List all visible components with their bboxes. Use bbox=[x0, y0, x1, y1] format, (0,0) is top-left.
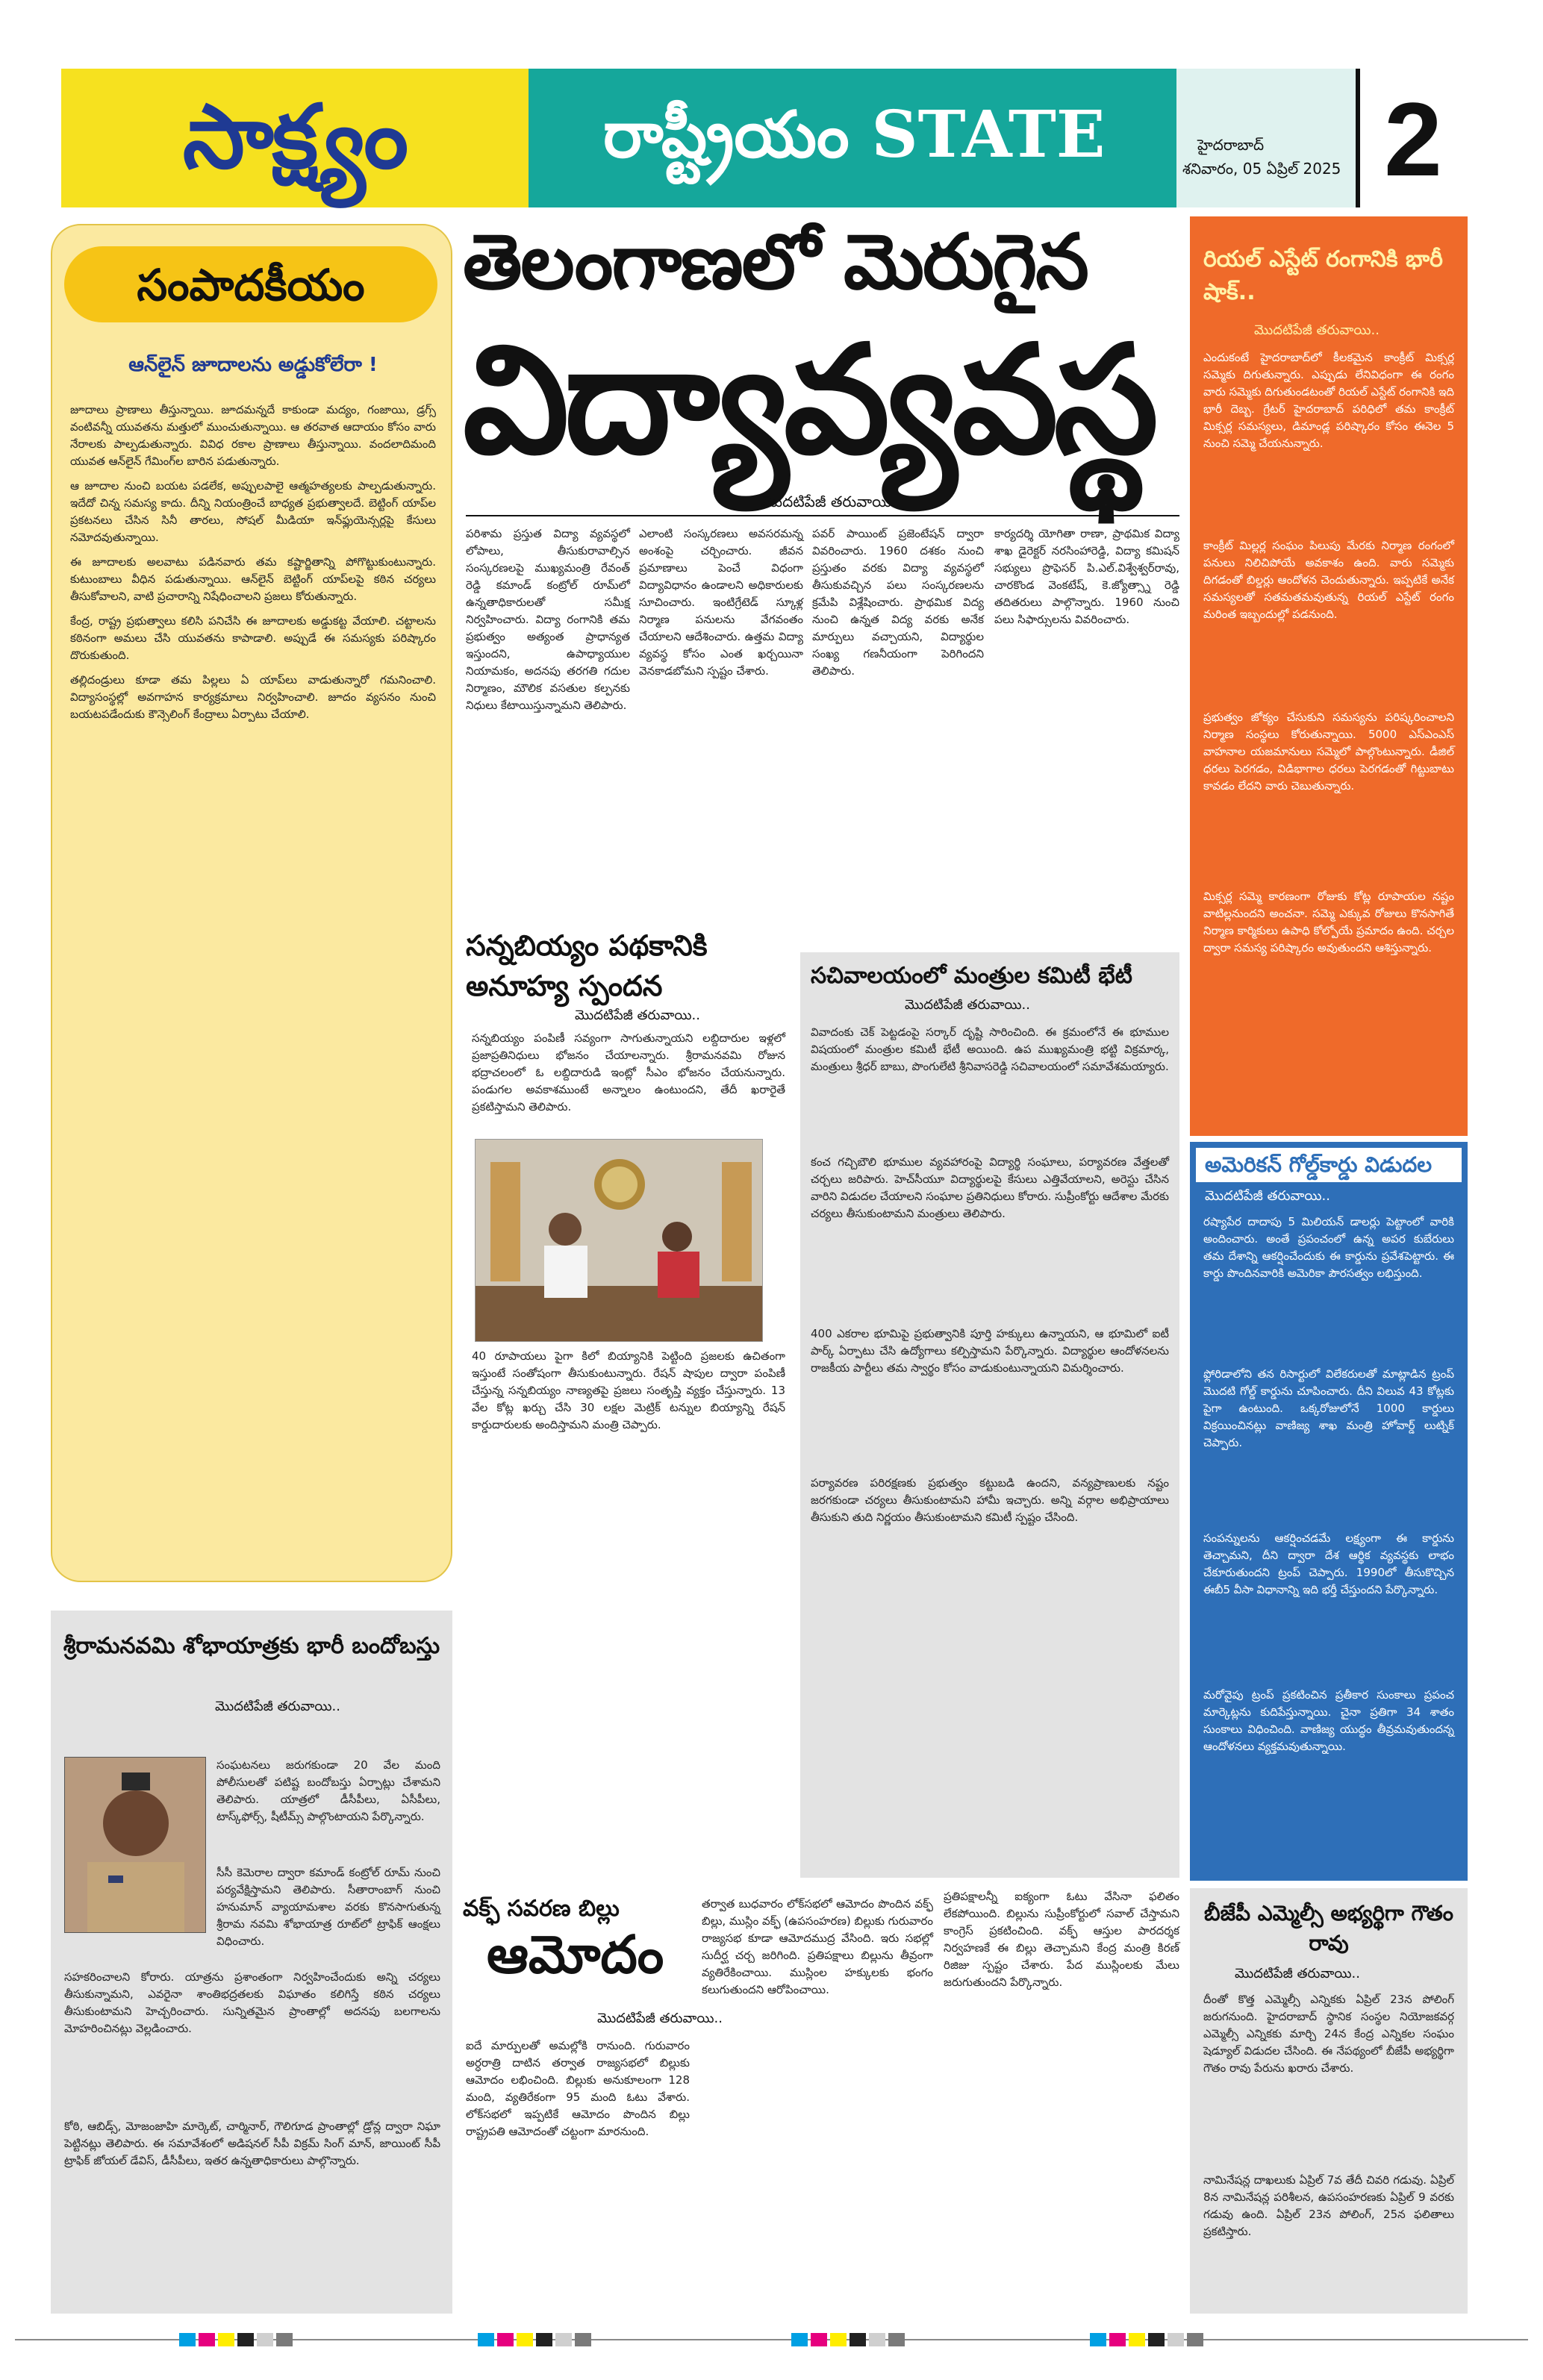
color-swatch bbox=[1187, 2333, 1203, 2346]
bjp-story bbox=[1190, 1888, 1468, 2314]
page-number: 2 bbox=[1384, 81, 1442, 198]
color-swatch bbox=[811, 2333, 827, 2346]
bjp-headline: బీజేపీ ఎమ్మెల్సీ అభ్యర్థిగా గౌతం రావు bbox=[1204, 1901, 1453, 1955]
editorial-title: సంపాదకీయం bbox=[137, 260, 365, 310]
rice-paragraph: 40 రూపాయలు పైగా కిలో బియ్యానికి పెట్టింది ప్రజలకు ఉచితంగా ఇస్తుంటే సంతోషంగా తీసుకుంటున్నారు. రేషన్ షాపుల ద్వారా పంపిణీ చేస్తున్న సన్నబియ్యం నాణ్యతపై ప్రజలు సంతృప్తి వ్యక్తం చేస్తున్నారు. 13 వేల కోట్ల ఖర్చు చేసి 30 లక్షల మెట్రిక్ టన్నుల బియ్యాన్ని రేషన్ కార్డుదారులకు అందిస్తామని మంత్రి చెప్పారు. bbox=[472, 1349, 785, 1431]
secretariat-paragraph: కంచ గచ్చిబౌలి భూముల వ్యవహారంపై విద్యార్థి సంఘాలు, పర్యావరణ వేత్తలతో చర్చలు జరిపారు. హెచ్‌సీయూ విద్యార్థులపై కేసులు ఎత్తివేయాలని, అరెస్టు చేసిన వారిని విడుదల చేయాలని సంఘాల ప్రతినిధులు కోరారు. సుప్రీంకోర్టు ఆదేశాల మేరకు చర్యలు తీసుకుంటామని మంత్రులు తెలిపారు. bbox=[811, 1155, 1169, 1220]
rice-byline: మొదటిపేజీ తరువాయి.. bbox=[575, 1008, 700, 1023]
waqf-byline: మొదటిపేజీ తరువాయి.. bbox=[597, 2011, 723, 2026]
srirama-byline: మొదటిపేజీ తరువాయి.. bbox=[215, 1699, 340, 1714]
realestate-paragraph: ప్రభుత్వం జోక్యం చేసుకుని సమస్యను పరిష్కరించాలని నిర్మాణ సంస్థలు కోరుతున్నాయి. 5000 ఎస్‌ఎంఎస్ వాహనాల యజమానులు సమ్మెలో పాల్గొంటున్నారు. డీజిల్ ధరలు పెరగడం, విడిభాగాల ధరలు పెరగడంతో గిట్టుబాటు కావడం లేదని వారు చెబుతున్నారు. bbox=[1203, 710, 1454, 793]
secretariat-paragraph: 400 ఎకరాల భూమిపై ప్రభుత్వానికి పూర్తి హక్కులు ఉన్నాయని, ఆ భూమిలో ఐటీ పార్క్ ఏర్పాటు చేసి ఉద్యోగాలు కల్పిస్తామని పేర్కొన్నారు. విద్యార్థుల ఆందోళనలను రాజకీయ పార్టీలు తమ స్వార్థం కోసం వాడుకుంటున్నాయని విమర్శించారు. bbox=[811, 1327, 1169, 1375]
waqf-column: ఐదే మార్పులతో అమల్లోకి రానుంది. గురువారం అర్ధరాత్రి దాటిన తర్వాత రాజ్యసభలో బిల్లుకు ఆమోదం లభించింది. బిల్లుకు అనుకూలంగా 128 మంది, వ్యతిరేకంగా 95 మంది ఓటు వేశారు. లోక్‌సభలో ఇప్పటికే ఆమోదం పొందిన బిల్లు రాష్ట్రపతి ఆమోదంతో చట్టంగా మారనుంది. bbox=[466, 2039, 690, 2138]
srirama-headline: శ్రీరామనవమి శోభాయాత్రకు భారీ బందోబస్తు bbox=[63, 1633, 440, 1659]
section-title: రాష్ట్రీయం STATE bbox=[603, 97, 1106, 172]
goldcard-paragraph: రష్యాపేర దాదాపు 5 మిలియన్ డాలర్లు పెట్టాంలో వారికి అందించారు. అంతే ప్రపంచంలో ఉన్న అపర కుబేరులు తమ దేశాన్ని ఆకర్షించేందుకు ఈ కార్డును ప్రవేశపెట్టారు. ఈ కార్డు పొందినవారికి అమెరికా పౌరసత్వం లభిస్తుంది. bbox=[1203, 1215, 1454, 1280]
rice-headline: సన్నబియ్యం పథకానికి అనూహ్య స్పందన bbox=[466, 929, 708, 1002]
editorial-column bbox=[51, 224, 452, 1582]
secretariat-paragraph: పర్యావరణ పరిరక్షణకు ప్రభుత్వం కట్టుబడి ఉందని, వన్యప్రాణులకు నష్టం జరగకుండా చర్యలు తీసుకుంటామని హామీ ఇచ్చారు. అన్ని వర్గాల అభిప్రాయాలు తీసుకుని తుది నిర్ణయం తీసుకుంటామని కమిటీ స్పష్టం చేసింది. bbox=[811, 1476, 1169, 1524]
officer-portrait-illustration bbox=[65, 1758, 206, 1933]
srirama-paragraph: సహకరించాలని కోరారు. యాత్రను ప్రశాంతంగా నిర్వహించేందుకు అన్ని చర్యలు తీసుకున్నామని, ఎవరైనా శాంతిభద్రతలకు విఘాతం కలిగిస్తే కఠిన చర్యలు తీసుకుంటామని హెచ్చరించారు. సున్నితమైన ప్రాంతాల్లో అదనపు బలగాలను మోహరించినట్లు వెల్లడించారు. bbox=[64, 1970, 440, 2035]
lead-headline-line1: తెలంగాణలో మెరుగైన bbox=[463, 218, 1088, 307]
editorial-headline: ఆన్‌లైన్ జూదాలను అడ్డుకోలేరా ! bbox=[128, 354, 378, 376]
color-swatch bbox=[257, 2333, 273, 2346]
print-color-bar bbox=[15, 2329, 1528, 2351]
realestate-story bbox=[1190, 216, 1468, 1136]
divider bbox=[466, 515, 1179, 516]
color-swatch bbox=[276, 2333, 293, 2346]
bjp-paragraph: దీంతో కొత్త ఎమ్మెల్సీ ఎన్నికకు ఏప్రిల్ 23న పోలింగ్ జరుగనుంది. హైదరాబాద్ స్థానిక సంస్థల నియోజకవర్గ ఎమ్మెల్సీ ఎన్నికకు మార్చి 24న కేంద్ర ఎన్నికల సంఘం షెడ్యూల్ విడుదల చేసింది. ఈ నేపథ్యంలో బీజేపీ అభ్యర్థిగా గౌతం రావు పేరును ఖరారు చేశారు. bbox=[1203, 1993, 1454, 2075]
page-number-box bbox=[1356, 69, 1466, 207]
masthead bbox=[61, 69, 1466, 207]
editorial-body bbox=[70, 402, 436, 723]
goldcard-paragraph: మరోవైపు ట్రంప్ ప్రకటించిన ప్రతీకార సుంకాలు ప్రపంచ మార్కెట్లను కుదిపేస్తున్నాయి. చైనా ప్రతిగా 34 శాతం సుంకాలు విధించింది. వాణిజ్య యుద్ధం తీవ్రమవుతుందన్న ఆందోళనలు వ్యక్తమవుతున్నాయి. bbox=[1203, 1688, 1454, 1753]
brand-logo: సాక్ష్యం bbox=[182, 85, 408, 188]
meeting-photo bbox=[475, 1139, 763, 1342]
realestate-byline: మొదటిపేజీ తరువాయి.. bbox=[1254, 322, 1380, 338]
dateline-city: హైదరాబాద్ bbox=[1197, 136, 1265, 154]
goldcard-headline-box bbox=[1196, 1148, 1462, 1182]
brand-block bbox=[61, 69, 529, 207]
realestate-paragraph: మిక్సర్ల సమ్మె కారణంగా రోజుకు కోట్ల రూపాయల నష్టం వాటిల్లనుందని అంచనా. సమ్మె ఎక్కువ రోజులు కొనసాగితే నిర్మాణ కార్మికులు ఉపాధి కోల్పోయే ప్రమాదం ఉంది. చర్చల ద్వారా సమస్య పరిష్కారం అవుతుందని ఆశిస్తున్నారు. bbox=[1203, 890, 1454, 955]
waqf-column: తర్వాత బుధవారం లోక్‌సభలో ఆమోదం పొందిన వక్ఫ్ బిల్లు, ముస్లిం వక్ఫ్ (ఉపసంహరణ) బిల్లుకు గురువారం రాజ్యసభ కూడా ఆమోదముద్ర వేసింది. ఇరు సభల్లో సుదీర్ఘ చర్చ జరిగింది. ప్రతిపక్షాలు బిల్లును తీవ్రంగా వ్యతిరేకించాయి. ముస్లింల హక్కులకు భంగం కలుగుతుందని ఆరోపించాయి. bbox=[702, 1897, 933, 1996]
waqf-column: ప్రతిపక్షాలన్నీ ఐక్యంగా ఓటు వేసినా ఫలితం లేకపోయింది. బిల్లును సుప్రీంకోర్టులో సవాల్ చేస్తామని కాంగ్రెస్ ప్రకటించింది. వక్ఫ్ ఆస్తుల పారదర్శక నిర్వహణకే ఈ బిల్లు తెచ్చామని కేంద్ర మంత్రి కిరణ్ రిజిజు స్పష్టం చేశారు. పేద ముస్లింలకు మేలు జరుగుతుందని పేర్కొన్నారు. bbox=[944, 1890, 1179, 1989]
lead-column: ఎలాంటి సంస్కరణలు అవసరమన్న అంశంపై చర్చించారు. జీవన ప్రమాణాలు పెంచే విధంగా విద్యావిధానం ఉండాలని అధికారులకు సూచించారు. ఇంటిగ్రేటెడ్ స్కూళ్ల నిర్మాణ పనులను వేగవంతం చేయాలని ఆదేశించారు. ఉత్తమ విద్యా వ్యవస్థ కోసం ఎంత ఖర్చయినా వెనకాడబోమని స్పష్టం చేశారు. bbox=[639, 527, 803, 678]
color-swatch bbox=[575, 2333, 591, 2346]
color-swatch bbox=[1090, 2333, 1106, 2346]
meeting-photo-illustration bbox=[476, 1140, 763, 1342]
editorial-paragraph: జూదాలు ప్రాణాలు తీస్తున్నాయి. జూదమన్నదే కాకుండా మద్యం, గంజాయి, డ్రగ్స్ వంటివన్నీ యువతను మత్తులో ముంచుతున్నాయి. ఆ తరవాత ఆదాయం కోసం వారు నేరాలకు పాల్పడుతున్నారు. వివిధ రకాల ప్రాణాలు తీస్తున్నాయి. వందలాదిమంది యువత ఆన్‌లైన్ గేమింగ్‌ల బారిన పడుతున్నారు. bbox=[70, 403, 436, 468]
lead-column: పరిశామ ప్రస్తుత విద్యా వ్యవస్థలో లోపాలు, తీసుకురావాల్సిన సంస్కరణలపై ముఖ్యమంత్రి రేవంత్ రెడ్డి కమాండ్ కంట్రోల్ రూమ్‌లో ఉన్నతాధికారులతో సమీక్ష నిర్వహించారు. విద్యా రంగానికి తమ ప్రభుత్వం అత్యంత ప్రాధాన్యత ఇస్తుందని, ఉపాధ్యాయుల నియామకం, అదనపు తరగతి గదుల నిర్మాణం, మౌలిక వసతుల కల్పనకు నిధులు కేటాయిస్తున్నామని తెలిపారు. bbox=[466, 527, 630, 712]
bjp-byline: మొదటిపేజీ తరువాయి.. bbox=[1235, 1966, 1360, 1981]
color-swatch bbox=[497, 2333, 514, 2346]
lead-column: కార్యదర్శి యోగితా రాణా, ప్రాథమిక విద్యా శాఖ డైరెక్టర్ నరసింహారెడ్డి, విద్యా కమిషన్ సభ్యులు ప్రొఫెసర్ పి.ఎల్.విశ్వేశ్వర్‌రావు, చారకొండ వెంకటేష్, కె.జ్యోత్స్నా రెడ్డి తదితరులు పాల్గొన్నారు. 1960 నుంచి పలు సిఫార్సులను వివరించారు. bbox=[994, 527, 1179, 626]
color-swatch bbox=[536, 2333, 552, 2346]
lead-column: పవర్ పాయింట్ ప్రజెంటేషన్ ద్వారా వివరించారు. 1960 దశకం నుంచి ప్రస్తుతం వరకు విద్యా వ్యవస్థలో తీసుకువచ్చిన పలు సంస్కరణలను క్రమేపి విశ్లేషించారు. ప్రాథమిక విద్య నుంచి ఉన్నత విద్య వరకు అనేక మార్పులు వచ్చాయని, విద్యార్థుల సంఖ్య గణనీయంగా పెరిగిందని తెలిపారు. bbox=[812, 527, 984, 678]
color-swatch bbox=[517, 2333, 533, 2346]
editorial-paragraph: ఈ జూదాలకు అలవాటు పడినవారు తమ కష్టార్జితాన్ని పోగొట్టుకుంటున్నారు. కుటుంబాలు వీధిన పడుతున్నాయి. ఆన్‌లైన్ బెట్టింగ్ యాప్‌లపై కఠిన చర్యలు తీసుకోవాలని, వాటి ప్రచారాన్ని నిషేధించాలని ప్రజలు కోరుతున్నారు. bbox=[70, 555, 436, 603]
srirama-paragraph: సంఘటనలు జరుగకుండా 20 వేల మంది పోలీసులతో పటిష్ట బందోబస్తు ఏర్పాట్లు చేశామని తెలిపారు. యాత్రలో డీసీపీలు, ఏసీపీలు, టాస్క్‌ఫోర్స్, షీటీమ్స్ పాల్గొంటాయని పేర్కొన్నారు. bbox=[216, 1758, 440, 1823]
goldcard-paragraph: సంపన్నులను ఆకర్షించడమే లక్ష్యంగా ఈ కార్డును తెచ్చామని, దీని ద్వారా దేశ ఆర్థిక వ్యవస్థకు లాభం చేకూరుతుందని ట్రంప్ చెప్పారు. 1990లో తీసుకొచ్చిన ఈబీ5 వీసా విధానాన్ని ఇది భర్తీ చేస్తుందని పేర్కొన్నారు. bbox=[1203, 1531, 1454, 1596]
srirama-story bbox=[51, 1611, 452, 2314]
editorial-paragraph: తల్లిదండ్రులు కూడా తమ పిల్లలు ఏ యాప్‌లు వాడుతున్నారో గమనించాలి. విద్యాసంస్థల్లో అవగాహన కార్యక్రమాలు నిర్వహించాలి. జూదం వ్యసనం నుంచి బయటపడేందుకు కౌన్సెలింగ్ కేంద్రాలు ఏర్పాటు చేయాలి. bbox=[70, 673, 436, 721]
section-band bbox=[529, 69, 1466, 207]
secretariat-headline: సచివాలయంలో మంత్రుల కమిటీ భేటీ bbox=[811, 963, 1132, 989]
color-swatch bbox=[478, 2333, 494, 2346]
editorial-tab bbox=[64, 246, 437, 322]
realestate-paragraph: కాంక్రీట్ మిల్లర్ల సంఘం పిలుపు మేరకు నిర్మాణ రంగంలో పనులు నిలిచిపోయే అవకాశం ఉంది. వారు సమ్మెకు దిగడంతో బిల్డర్లు ఆందోళన చెందుతున్నారు. ఇప్పటికే అనేక సమస్యలతో సతమతమవుతున్న రియల్ ఎస్టేట్ రంగం మరింత ఇబ్బందుల్లో పడనుంది. bbox=[1203, 539, 1454, 621]
color-swatch bbox=[888, 2333, 905, 2346]
secretariat-story bbox=[800, 952, 1179, 1878]
goldcard-byline: మొదటిపేజీ తరువాయి.. bbox=[1205, 1188, 1330, 1204]
color-swatch bbox=[199, 2333, 215, 2346]
editorial-paragraph: కేంద్ర, రాష్ట్ర ప్రభుత్వాలు కలిసి పనిచేసి ఈ జూదాలకు అడ్డుకట్ట వేయాలి. చట్టాలను కఠినంగా అమలు చేసి యువతను కాపాడాలి. అప్పుడే ఈ సమస్యకు పరిష్కారం దొరుకుతుంది. bbox=[70, 614, 436, 662]
realestate-headline: రియల్ ఎస్టేట్ రంగానికి భారీ షాక్.. bbox=[1203, 246, 1443, 305]
color-swatch bbox=[1148, 2333, 1165, 2346]
color-swatch bbox=[830, 2333, 847, 2346]
secretariat-byline: మొదటిపేజీ తరువాయి.. bbox=[905, 997, 1030, 1013]
lead-byline: మొదటిపేజీ తరువాయి.. bbox=[761, 493, 901, 510]
dateline-date: శనివారం, 05 ఏప్రిల్ 2025 bbox=[1182, 160, 1341, 178]
officer-portrait bbox=[64, 1757, 206, 1933]
color-swatch bbox=[237, 2333, 254, 2346]
color-swatch bbox=[1168, 2333, 1184, 2346]
color-swatch bbox=[555, 2333, 572, 2346]
editorial-paragraph: ఆ జూదాల నుంచి బయట పడలేక, అప్పులపాలై ఆత్మహత్యలకు పాల్పడుతున్నారు. ఇదేదో చిన్న సమస్య కాదు. దీన్ని నియంత్రించే బాధ్యత ప్రభుత్వాలదే. బెట్టింగ్ యాప్‌ల ప్రకటనలు చేసిన సినీ తారలు, సోషల్ మీడియా ఇన్‌ఫ్లుయెన్సర్లపై కేసులు నమోదవుతున్నాయి. bbox=[70, 479, 436, 544]
color-swatch bbox=[791, 2333, 808, 2346]
color-swatch bbox=[1129, 2333, 1145, 2346]
secretariat-paragraph: వివాదంకు చెక్ పెట్టడంపై సర్కార్ దృష్టి సారించింది. ఈ క్రమంలోనే ఈ భూముల విషయంలో మంత్రుల కమిటీ భేటీ అయింది. ఉప ముఖ్యమంత్రి భట్టి విక్రమార్క, మంత్రులు శ్రీధర్ బాబు, పొంగులేటి శ్రీనివాసరెడ్డి సచివాలయంలో సమావేశమయ్యారు. bbox=[811, 1025, 1169, 1073]
goldcard-story bbox=[1190, 1142, 1468, 1881]
realestate-paragraph: ఎందుకంటే హైదరాబాద్‌లో కీలకమైన కాంక్రీట్ మిక్సర్ల సమ్మెకు దిగుతున్నారు. ఎప్పుడు లేనివిధంగా ఈ రంగం వారు సమ్మెకు దిగుతుండటంతో రియల్ ఎస్టేట్ రంగానికి ఇది భారీ దెబ్బ. గ్రేటర్ హైదరాబాద్ పరిధిలో తమ కాంక్రీట్ మిక్సర్ల సమస్యలు, డిమాండ్ల పరిష్కారం కోసం ఈనెల 5 నుంచి సమ్మె చేయనున్నారు. bbox=[1203, 351, 1455, 450]
srirama-paragraph: సీసీ కెమెరాల ద్వారా కమాండ్ కంట్రోల్ రూమ్ నుంచి పర్యవేక్షిస్తామని తెలిపారు. సీతారాంబాగ్ నుంచి హనుమాన్ వ్యాయామశాల వరకు కొనసాగుతున్న శ్రీరామ నవమి శోభాయాత్ర రూట్‌లో ట్రాఫిక్ ఆంక్షలు విధించారు. bbox=[216, 1866, 440, 1948]
color-swatch bbox=[850, 2333, 866, 2346]
color-swatch bbox=[218, 2333, 234, 2346]
bjp-paragraph: నామినేషన్ల దాఖలుకు ఏప్రిల్ 7వ తేదీ చివరి గడువు. ఏప్రిల్ 8న నామినేషన్ల పరిశీలన, ఉపసంహరణకు ఏప్రిల్ 9 వరకు గడువు ఉంది. ఏప్రిల్ 23న పోలింగ్, 25న ఫలితాలు ప్రకటిస్తారు. bbox=[1203, 2173, 1454, 2238]
goldcard-headline: అమెరికన్ గోల్డ్‌కార్డు విడుదల bbox=[1205, 1152, 1433, 1177]
srirama-paragraph: కోఠి, ఆబిడ్స్, మోజంజాహి మార్కెట్, చార్మినార్, గౌలిగూడ ప్రాంతాల్లో డ్రోన్ల ద్వారా నిఘా పెట్టినట్లు తెలిపారు. ఈ సమావేశంలో అడిషనల్ సీపీ విక్రమ్ సింగ్ మాన్, జాయింట్ సీపీ ట్రాఫిక్ జోయల్ డేవిస్, డీసీపీలు, ఇతర ఉన్నతాధికారులు పాల్గొన్నారు. bbox=[64, 2120, 440, 2167]
lead-headline-line2: విద్యావ్యవస్థ bbox=[463, 313, 1155, 487]
color-swatch bbox=[1109, 2333, 1126, 2346]
waqf-headline-line1: వక్ఫ్ సవరణ బిల్లు bbox=[463, 1896, 620, 1922]
waqf-headline-line2: ఆమోదం bbox=[487, 1924, 664, 1985]
goldcard-paragraph: ఫ్లోరిడాలోని తన రిసార్టులో విలేకరులతో మాట్లాడిన ట్రంప్ మొదటి గోల్డ్ కార్డును చూపించారు. దీని విలువ 43 కోట్లకు పైగా ఉంటుంది. ఒక్కరోజులోనే 1000 కార్డులు విక్రయించినట్లు వాణిజ్య శాఖ మంత్రి హోవార్డ్ లుట్నిక్ చెప్పారు. bbox=[1203, 1367, 1454, 1449]
color-swatch bbox=[869, 2333, 885, 2346]
dateline bbox=[1176, 69, 1356, 207]
color-swatch bbox=[179, 2333, 196, 2346]
rice-paragraph: సన్నబియ్యం పంపిణీ సవ్యంగా సాగుతున్నాయని లబ్దిదారుల ఇళ్లలో ప్రజాప్రతినిధులు భోజనం చేయాలన్నారు. శ్రీరామనవమి రోజున భద్రాచలంలో ఓ లబ్దిదారుడి ఇంట్లో సీఎం భోజనం చేయనున్నారు. పండుగల అవకాశముంటే అన్నాలం ఉంటుందని, తేదీ ఖరారైతే ప్రకటిస్తామని తెలిపారు. bbox=[472, 1031, 785, 1114]
